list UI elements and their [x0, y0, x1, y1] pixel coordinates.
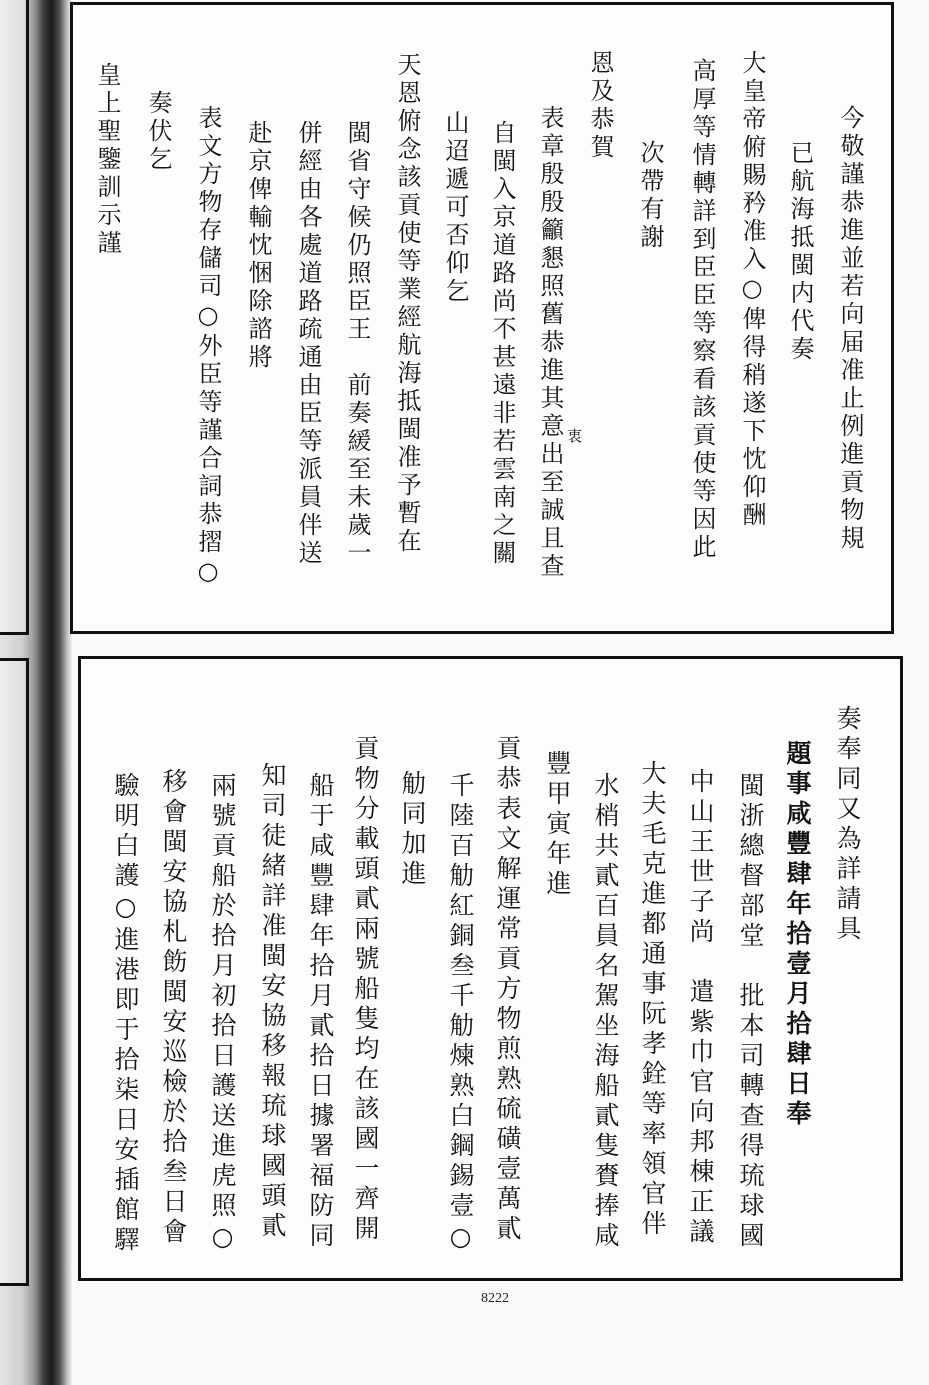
top-column-5: 次帶有謝	[636, 140, 664, 252]
bottom-column-8: 貢恭表文解運常貢方物煎熟硫磺壹萬貳	[493, 735, 522, 1245]
top-column-4: 高厚等情轉詳到臣臣等察看該貢使等因此	[688, 58, 716, 562]
bottom-column-10: 觔同加進	[398, 770, 427, 890]
bottom-column-12: 船于咸豐肆年拾月貳拾日據署福防同	[306, 772, 335, 1252]
bottom-column-1: 奏奉同又為詳請具	[833, 705, 862, 945]
top-column-13: 赴京俾輸忱悃除諮將	[244, 120, 272, 372]
top-column-6: 恩及恭賀	[586, 50, 614, 162]
bottom-column-14: 兩號貢船於拾月初拾日護送進虎照○	[208, 772, 237, 1256]
marginal-correction: 衷	[565, 428, 583, 443]
top-column-8: 自閩入京道路尚不甚遠非若雲南之關	[488, 120, 516, 568]
bottom-column-3: 閩浙總督部堂 批本司轉查得琉球國	[736, 772, 765, 1252]
bottom-column-7: 豐甲寅年進	[543, 750, 572, 900]
facing-page-frame-bottom	[0, 658, 29, 1286]
top-column-1: 今敬謹恭進並若向届准止例進貢物規	[836, 105, 864, 553]
top-column-10: 天恩俯念該貢使等業經航海抵閩准予暫在	[393, 52, 421, 556]
top-column-15: 奏伏乞	[144, 90, 172, 174]
top-column-9: 山迢遞可否仰乞	[441, 110, 469, 306]
top-column-7: 表章殷殷籲懇照舊恭進其意出至誠且查	[536, 105, 564, 581]
bottom-column-9: 千陸百觔紅銅叁千觔煉熟白鋼錫壹○	[446, 772, 475, 1256]
bottom-column-15: 移會閩安協札飭閩安巡檢於拾叁日會	[159, 768, 188, 1248]
bottom-column-4: 中山王世子尚 遣紫巾官向邦棟正議	[686, 768, 715, 1248]
page-number: 8222	[481, 1291, 509, 1306]
bottom-column-11: 貢物分載頭貳兩號船隻均在該國一齊開	[351, 735, 380, 1245]
bottom-column-6: 水梢共貳百員名駕坐海船貳隻賚捧咸	[591, 772, 620, 1252]
bottom-column-16: 驗明白護○進港即于拾柒日安插館驛	[111, 772, 140, 1256]
bottom-column-13: 知司徒緒詳准閩安協移報琉球國頭貳	[258, 762, 287, 1242]
top-column-16: 皇上聖鑒訓示謹	[93, 62, 121, 258]
bottom-column-2: 題事咸豐肆年拾壹月拾肆日奉	[783, 740, 812, 1130]
top-column-11: 閩省守候仍照臣王 前奏緩至未歲一	[343, 120, 371, 568]
top-column-12: 併經由各處道路疏通由臣等派員伴送	[294, 120, 322, 568]
top-column-14: 表文方物存儲司○外臣等謹合詞恭摺○	[194, 105, 222, 589]
facing-page-frame-top	[0, 0, 29, 635]
top-column-3: 大皇帝俯賜矜准入○俾得稍遂下忱仰酬	[738, 50, 766, 530]
top-column-2: 已航海抵閩内代奏	[786, 140, 814, 364]
bottom-column-5: 大夫毛克進都通事阮孝銓等率領官伴	[638, 760, 667, 1240]
